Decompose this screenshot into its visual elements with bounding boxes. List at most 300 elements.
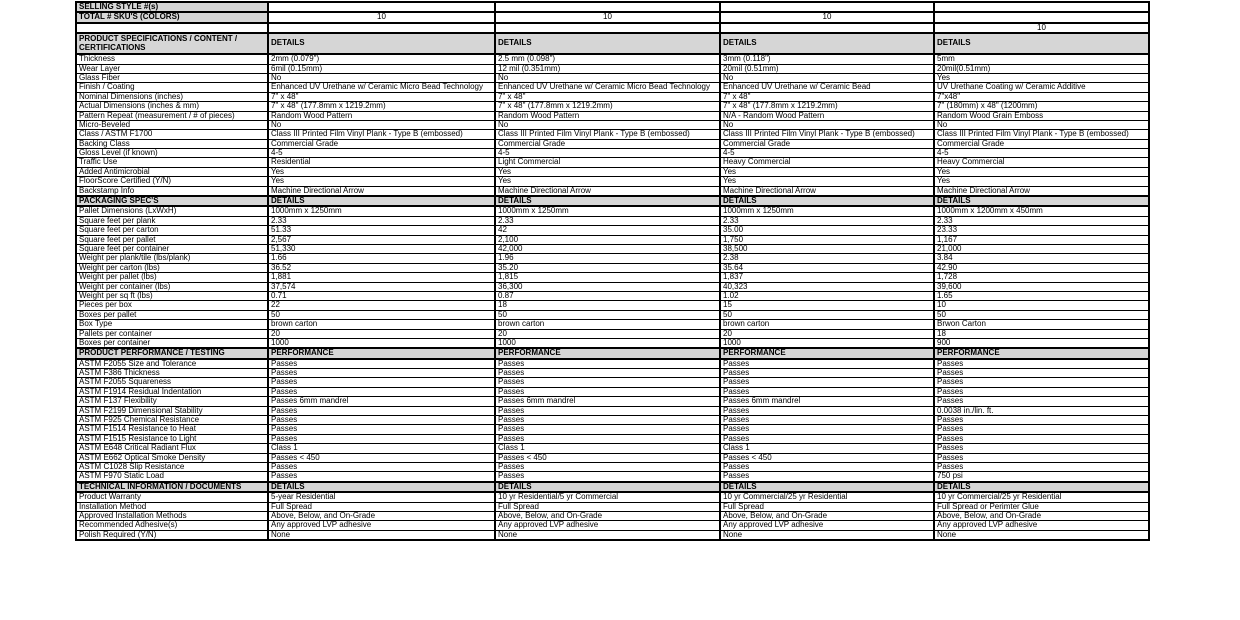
table-row <box>76 139 1149 148</box>
table-cell: 7" x 48" <box>720 92 934 101</box>
table-cell: Passes <box>268 472 495 482</box>
table-cell: Passes <box>720 406 934 415</box>
table-cell: 20 <box>268 329 495 338</box>
row-label <box>76 23 268 33</box>
table-cell: Passes <box>495 406 720 415</box>
section-header: PACKAGING SPEC'S <box>76 196 268 206</box>
table-cell: 42,000 <box>495 244 720 253</box>
table-cell: 2,567 <box>268 235 495 244</box>
table-cell: 1000mm x 1200mm x 450mm <box>934 206 1149 216</box>
table-cell: None <box>495 530 720 540</box>
table-cell: 42.90 <box>934 263 1149 272</box>
table-cell: brown carton <box>268 320 495 329</box>
table-cell: Passes <box>934 397 1149 406</box>
table-cell: 10 <box>720 12 934 22</box>
column-header: DETAILS <box>720 196 934 206</box>
table-cell: 3mm (0.118") <box>720 54 934 64</box>
row-label: ASTM F970 Static Load <box>76 472 268 482</box>
table-cell: 2mm (0.079") <box>268 54 495 64</box>
table-cell: 7"x48" <box>934 92 1149 101</box>
table-row <box>76 462 1149 471</box>
table-cell: 18 <box>495 301 720 310</box>
table-row <box>76 254 1149 263</box>
table-cell <box>268 23 495 33</box>
table-cell: Commercial Grade <box>495 139 720 148</box>
table-cell: 2,100 <box>495 235 720 244</box>
table-row <box>76 416 1149 425</box>
column-header: PERFORMANCE <box>934 348 1149 358</box>
table-cell <box>495 23 720 33</box>
table-cell: Machine Directional Arrow <box>495 186 720 196</box>
table-cell: 1,815 <box>495 273 720 282</box>
table-cell: Above, Below, and On-Grade <box>268 511 495 520</box>
table-cell: Commercial Grade <box>268 139 495 148</box>
table-cell: 35.00 <box>720 226 934 235</box>
table-cell: 2.33 <box>720 216 934 225</box>
table-cell: Random Wood Grain Emboss <box>934 111 1149 120</box>
table-cell: 1000mm x 1250mm <box>268 206 495 216</box>
table-cell: No <box>268 73 495 82</box>
table-cell: Yes <box>934 167 1149 176</box>
table-cell: 1,881 <box>268 273 495 282</box>
section-header: TECHNICAL INFORMATION / DOCUMENTS <box>76 482 268 492</box>
table-cell: brown carton <box>720 320 934 329</box>
table-row <box>76 338 1149 348</box>
table-cell: 5mm <box>934 54 1149 64</box>
table-row <box>76 12 1149 22</box>
table-row <box>76 158 1149 167</box>
table-cell: Passes <box>720 378 934 387</box>
table-cell: 2.33 <box>934 216 1149 225</box>
table-row <box>76 425 1149 434</box>
table-cell: Passes <box>495 378 720 387</box>
table-cell: 20 <box>720 329 934 338</box>
table-cell: Enhanced UV Urethane w/ Ceramic Bead <box>720 83 934 92</box>
table-cell: 38,500 <box>720 244 934 253</box>
table-cell: Any approved LVP adhesive <box>720 521 934 530</box>
table-row <box>76 149 1149 158</box>
row-label: Traffic Use <box>76 158 268 167</box>
table-cell: Passes <box>720 434 934 443</box>
table-cell: 1,837 <box>720 273 934 282</box>
table-cell: Passes <box>268 425 495 434</box>
table-cell: Passes <box>934 444 1149 453</box>
table-row <box>76 2 1149 12</box>
table-cell: Yes <box>495 167 720 176</box>
table-cell: Passes <box>934 378 1149 387</box>
column-header: DETAILS <box>934 482 1149 492</box>
table-row <box>76 291 1149 300</box>
column-header: DETAILS <box>934 196 1149 206</box>
table-row <box>76 310 1149 319</box>
table-cell: Any approved LVP adhesive <box>268 521 495 530</box>
row-label: ASTM F386 Thickness <box>76 369 268 378</box>
row-label: ASTM E648 Critical Radiant Flux <box>76 444 268 453</box>
table-cell: Yes <box>268 177 495 186</box>
row-label: Approved Installation Methods <box>76 511 268 520</box>
table-row <box>76 369 1149 378</box>
table-row <box>76 301 1149 310</box>
table-row <box>76 83 1149 92</box>
table-row <box>76 54 1149 64</box>
table-cell: Random Wood Pattern <box>495 111 720 120</box>
table-cell: Yes <box>495 177 720 186</box>
table-cell: Passes <box>720 462 934 471</box>
table-row <box>76 511 1149 520</box>
row-label: Weight per carton (lbs) <box>76 263 268 272</box>
row-label: Boxes per container <box>76 338 268 348</box>
table-cell: 2.33 <box>268 216 495 225</box>
section-header: PRODUCT PERFORMANCE / TESTING <box>76 348 268 358</box>
row-label: ASTM F2055 Size and Tolerance <box>76 359 268 369</box>
table-row <box>76 521 1149 530</box>
table-cell: Passes <box>268 359 495 369</box>
table-cell: 1.66 <box>268 254 495 263</box>
table-cell: 1000 <box>720 338 934 348</box>
table-cell: Class III Printed Film Vinyl Plank - Type B (embossed) <box>495 130 720 139</box>
table-cell: Passes <box>495 369 720 378</box>
table-cell: 2.33 <box>495 216 720 225</box>
table-cell: Brwon Carton <box>934 320 1149 329</box>
row-label: Weight per container (lbs) <box>76 282 268 291</box>
table-cell: Passes <box>934 359 1149 369</box>
table-cell: Any approved LVP adhesive <box>495 521 720 530</box>
table-cell: 4-5 <box>720 149 934 158</box>
row-label: Added Antimicrobial <box>76 167 268 176</box>
table-cell: Passes <box>495 359 720 369</box>
column-header: PERFORMANCE <box>720 348 934 358</box>
table-cell: Passes <box>720 359 934 369</box>
spec-sheet <box>75 1 1150 541</box>
column-header: DETAILS <box>268 33 495 54</box>
table-cell: Passes <box>934 453 1149 462</box>
table-cell: 0.87 <box>495 291 720 300</box>
row-label: ASTM C1028 Slip Resistance <box>76 462 268 471</box>
table-cell: None <box>934 530 1149 540</box>
table-cell: Above, Below, and On-Grade <box>934 511 1149 520</box>
table-cell: Passes <box>720 425 934 434</box>
section-header-row <box>76 33 1149 54</box>
row-label: Actual Dimensions (inches & mm) <box>76 102 268 111</box>
table-cell: 40,323 <box>720 282 934 291</box>
table-cell: UV Urethane Coating w/ Ceramic Additive <box>934 83 1149 92</box>
table-cell: 7" x 48" <box>495 92 720 101</box>
table-cell: N/A - Random Wood Pattern <box>720 111 934 120</box>
table-row <box>76 64 1149 73</box>
table-row <box>76 282 1149 291</box>
table-cell: Commercial Grade <box>720 139 934 148</box>
row-label: ASTM F925 Chemical Resistance <box>76 416 268 425</box>
table-cell: Passes <box>268 378 495 387</box>
row-label: Polish Required (Y/N) <box>76 530 268 540</box>
table-cell: Passes <box>495 416 720 425</box>
table-cell: 1000mm x 1250mm <box>495 206 720 216</box>
table-cell: No <box>934 120 1149 129</box>
table-cell: 4-5 <box>495 149 720 158</box>
row-label: Square feet per container <box>76 244 268 253</box>
row-label: Weight per pallet (lbs) <box>76 273 268 282</box>
row-label: Square feet per plank <box>76 216 268 225</box>
row-label: ASTM F1914 Residual Indentation <box>76 387 268 396</box>
table-cell: 7" x 48" (177.8mm x 1219.2mm) <box>720 102 934 111</box>
column-header: DETAILS <box>495 33 720 54</box>
table-cell: Passes <box>268 416 495 425</box>
table-cell: Yes <box>720 167 934 176</box>
column-header: DETAILS <box>268 482 495 492</box>
table-row <box>76 130 1149 139</box>
table-cell: Passes <box>934 425 1149 434</box>
table-row <box>76 502 1149 511</box>
column-header: DETAILS <box>495 196 720 206</box>
table-row <box>76 530 1149 540</box>
table-row <box>76 23 1149 33</box>
row-label: Installation Method <box>76 502 268 511</box>
table-cell: Passes <box>495 387 720 396</box>
table-cell: Passes <box>934 416 1149 425</box>
row-label: Weight per sq ft (lbs) <box>76 291 268 300</box>
row-label: Nominal Dimensions (inches) <box>76 92 268 101</box>
row-label: Box Type <box>76 320 268 329</box>
table-row <box>76 359 1149 369</box>
table-row <box>76 206 1149 216</box>
table-cell: 37,574 <box>268 282 495 291</box>
table-cell: 50 <box>495 310 720 319</box>
row-label: Square feet per carton <box>76 226 268 235</box>
column-header: PERFORMANCE <box>268 348 495 358</box>
table-cell: 50 <box>268 310 495 319</box>
row-label: Finish / Coating <box>76 83 268 92</box>
table-row <box>76 244 1149 253</box>
table-cell: No <box>268 120 495 129</box>
row-label: Backstamp Info <box>76 186 268 196</box>
table-row <box>76 73 1149 82</box>
table-cell: Light Commercial <box>495 158 720 167</box>
row-label: Pattern Repeat (measurement / # of pieces) <box>76 111 268 120</box>
table-cell: 42 <box>495 226 720 235</box>
table-cell: 10 <box>934 23 1149 33</box>
table-cell: 10 <box>268 12 495 22</box>
table-cell <box>268 2 495 12</box>
table-cell: Yes <box>934 177 1149 186</box>
table-cell <box>495 2 720 12</box>
section-header-row <box>76 348 1149 358</box>
table-cell: 50 <box>934 310 1149 319</box>
table-cell: Heavy Commercial <box>720 158 934 167</box>
table-cell: 35.64 <box>720 263 934 272</box>
table-cell: Passes < 450 <box>495 453 720 462</box>
table-cell: Full Spread <box>495 502 720 511</box>
table-cell: Passes 6mm mandrel <box>495 397 720 406</box>
row-label: Recommended Adhesive(s) <box>76 521 268 530</box>
table-cell <box>720 2 934 12</box>
row-label: ASTM E662 Optical Smoke Density <box>76 453 268 462</box>
table-cell: 20mil(0.51mm) <box>934 64 1149 73</box>
table-cell: 900 <box>934 338 1149 348</box>
table-cell: 51.33 <box>268 226 495 235</box>
table-cell: 10 yr Residential/5 yr Commercial <box>495 492 720 502</box>
table-cell: Full Spread <box>720 502 934 511</box>
table-cell: Full Spread <box>268 502 495 511</box>
row-label: Boxes per pallet <box>76 310 268 319</box>
table-cell: 36.52 <box>268 263 495 272</box>
table-cell: Class III Printed Film Vinyl Plank - Type B (embossed) <box>720 130 934 139</box>
table-cell: Passes <box>934 369 1149 378</box>
table-cell: 750 psi <box>934 472 1149 482</box>
table-cell: Commercial Grade <box>934 139 1149 148</box>
table-cell: Random Wood Pattern <box>268 111 495 120</box>
table-row <box>76 387 1149 396</box>
table-cell: 12 mil (0.351mm) <box>495 64 720 73</box>
row-label: Gloss Level (if known) <box>76 149 268 158</box>
table-row <box>76 226 1149 235</box>
table-cell: 1.65 <box>934 291 1149 300</box>
table-row <box>76 472 1149 482</box>
table-cell: Passes <box>720 416 934 425</box>
table-cell: 18 <box>934 329 1149 338</box>
table-row <box>76 492 1149 502</box>
row-label: ASTM F1515 Resistance to Light <box>76 434 268 443</box>
table-cell: Yes <box>268 167 495 176</box>
table-cell: No <box>720 120 934 129</box>
row-label: Product Warranty <box>76 492 268 502</box>
table-cell: Residential <box>268 158 495 167</box>
table-row <box>76 111 1149 120</box>
table-cell: 2.5 mm (0.098") <box>495 54 720 64</box>
table-row <box>76 235 1149 244</box>
section-header-row <box>76 482 1149 492</box>
row-label: FloorScore Certified (Y/N) <box>76 177 268 186</box>
table-cell: 10 yr Commercial/25 yr Residential <box>720 492 934 502</box>
table-cell: Machine Directional Arrow <box>268 186 495 196</box>
table-row <box>76 92 1149 101</box>
table-cell: 3.84 <box>934 254 1149 263</box>
table-cell: 23.33 <box>934 226 1149 235</box>
column-header: PERFORMANCE <box>495 348 720 358</box>
table-cell: 10 yr Commercial/25 yr Residential <box>934 492 1149 502</box>
table-row <box>76 453 1149 462</box>
table-cell: Yes <box>934 73 1149 82</box>
table-cell: 22 <box>268 301 495 310</box>
row-label: Weight per plank/tile (lbs/plank) <box>76 254 268 263</box>
table-cell: 50 <box>720 310 934 319</box>
table-cell: Class III Printed Film Vinyl Plank - Type B (embossed) <box>934 130 1149 139</box>
table-cell: 1.96 <box>495 254 720 263</box>
table-row <box>76 186 1149 196</box>
table-cell: Above, Below, and On-Grade <box>720 511 934 520</box>
row-label: SELLING STYLE #(s) <box>76 2 268 12</box>
table-cell <box>934 2 1149 12</box>
table-cell: No <box>495 73 720 82</box>
column-header: DETAILS <box>268 196 495 206</box>
row-label: TOTAL # SKU'S (COLORS) <box>76 12 268 22</box>
table-cell: Machine Directional Arrow <box>720 186 934 196</box>
table-cell: 39,600 <box>934 282 1149 291</box>
table-cell <box>720 23 934 33</box>
row-label: ASTM F2199 Dimensional Stability <box>76 406 268 415</box>
table-cell: 21,000 <box>934 244 1149 253</box>
table-cell: 4-5 <box>268 149 495 158</box>
table-cell: 0.0038 in./lin. ft. <box>934 406 1149 415</box>
row-label: Glass Fiber <box>76 73 268 82</box>
table-cell: Enhanced UV Urethane w/ Ceramic Micro Bead Technology <box>268 83 495 92</box>
row-label: Backing Class <box>76 139 268 148</box>
table-cell: Passes <box>934 434 1149 443</box>
table-cell: 7" x 48" <box>268 92 495 101</box>
row-label: Square feet per pallet <box>76 235 268 244</box>
column-header: DETAILS <box>720 33 934 54</box>
table-cell: Passes < 450 <box>720 453 934 462</box>
table-cell: 6mil (0.15mm) <box>268 64 495 73</box>
table-cell: 7" x 48" (177.8mm x 1219.2mm) <box>495 102 720 111</box>
table-cell: 51,330 <box>268 244 495 253</box>
table-cell: 5-year Residential <box>268 492 495 502</box>
table-row <box>76 406 1149 415</box>
table-row <box>76 273 1149 282</box>
table-cell <box>934 12 1149 22</box>
table-cell: Passes <box>495 472 720 482</box>
table-cell: Passes 6mm mandrel <box>720 397 934 406</box>
table-row <box>76 216 1149 225</box>
row-label: ASTM F137 Flexibility <box>76 397 268 406</box>
table-cell: Passes < 450 <box>268 453 495 462</box>
table-cell: Yes <box>720 177 934 186</box>
table-cell: 1,750 <box>720 235 934 244</box>
table-cell: 10 <box>934 301 1149 310</box>
table-cell: No <box>720 73 934 82</box>
table-cell: Passes <box>268 369 495 378</box>
table-cell: No <box>495 120 720 129</box>
table-cell: 1,728 <box>934 273 1149 282</box>
table-cell: Full Spread or Perimter Glue <box>934 502 1149 511</box>
table-cell: Class III Printed Film Vinyl Plank - Type B (embossed) <box>268 130 495 139</box>
table-cell: Passes <box>495 434 720 443</box>
table-cell: Enhanced UV Urethane w/ Ceramic Micro Bead Technology <box>495 83 720 92</box>
table-row <box>76 378 1149 387</box>
table-cell: 20mil (0.51mm) <box>720 64 934 73</box>
table-row <box>76 177 1149 186</box>
table-cell: 35.20 <box>495 263 720 272</box>
table-row <box>76 434 1149 443</box>
table-cell: Passes <box>495 462 720 471</box>
table-cell: Passes <box>268 406 495 415</box>
section-header-row <box>76 196 1149 206</box>
table-cell: Class 1 <box>495 444 720 453</box>
row-label: ASTM F2055 Squareness <box>76 378 268 387</box>
table-cell: 20 <box>495 329 720 338</box>
table-row <box>76 120 1149 129</box>
table-cell: 1,167 <box>934 235 1149 244</box>
table-cell: 2.38 <box>720 254 934 263</box>
table-cell: brown carton <box>495 320 720 329</box>
table-row <box>76 444 1149 453</box>
row-label: Pieces per box <box>76 301 268 310</box>
table-cell: Passes <box>268 387 495 396</box>
table-cell: 10 <box>495 12 720 22</box>
table-cell: 7" x 48" (177.8mm x 1219.2mm) <box>268 102 495 111</box>
table-row <box>76 167 1149 176</box>
table-cell: Passes 6mm mandrel <box>268 397 495 406</box>
table-cell: 0.71 <box>268 291 495 300</box>
table-cell: Passes <box>268 462 495 471</box>
column-header: DETAILS <box>495 482 720 492</box>
table-cell: Passes <box>720 472 934 482</box>
row-label: Pallets per container <box>76 329 268 338</box>
table-cell: 36,300 <box>495 282 720 291</box>
table-cell: 7" (180mm) x 48" (1200mm) <box>934 102 1149 111</box>
table-cell: 4-5 <box>934 149 1149 158</box>
table-cell: 1000 <box>268 338 495 348</box>
table-cell: Above, Below, and On-Grade <box>495 511 720 520</box>
